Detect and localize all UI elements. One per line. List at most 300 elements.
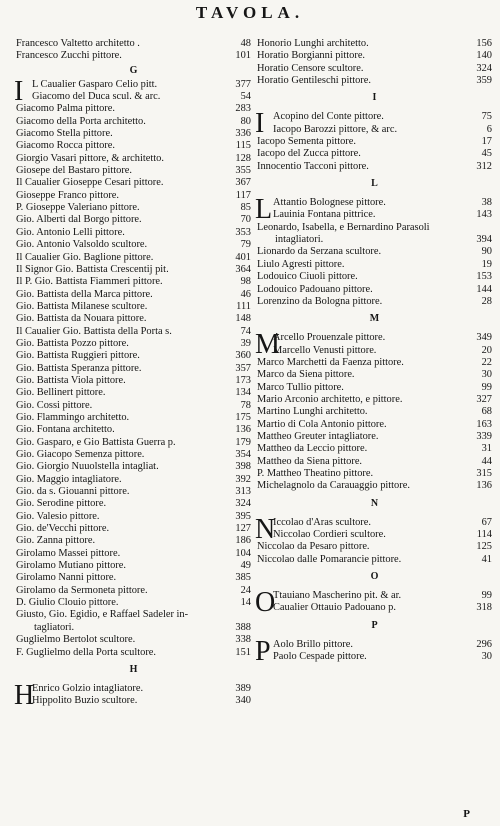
index-entry bbox=[16, 695, 251, 707]
entry-page-number: 85 bbox=[240, 202, 251, 214]
index-entry bbox=[16, 91, 251, 103]
entry-page-number: 101 bbox=[235, 50, 251, 62]
index-entry bbox=[16, 647, 251, 659]
entry-name: Francesco Zucchi pittore. bbox=[16, 50, 122, 62]
entry-page-number: 360 bbox=[235, 350, 251, 362]
letter-heading-h: H bbox=[129, 663, 138, 675]
entry-name: Gio. Bellinert pittore. bbox=[16, 387, 106, 399]
letter-heading-m: M bbox=[369, 313, 380, 325]
entry-page-number: 354 bbox=[235, 449, 251, 460]
entry-page-number: 163 bbox=[476, 418, 492, 430]
entry-page-number: 115 bbox=[235, 140, 251, 152]
index-entry bbox=[16, 301, 251, 313]
section-p bbox=[255, 635, 492, 667]
entry-name: Gio. Alberti dal Borgo pittore. bbox=[16, 214, 142, 226]
entry-name: Innocentio Tacconi pittore. bbox=[257, 160, 369, 172]
drop-cap-p: P bbox=[255, 635, 271, 667]
index-entry bbox=[257, 357, 492, 369]
drop-cap-h: H bbox=[14, 679, 35, 711]
index-entry bbox=[16, 264, 251, 276]
index-entry bbox=[16, 252, 251, 264]
index-entry bbox=[257, 161, 492, 173]
index-entry bbox=[257, 394, 492, 406]
entry-page-number: 144 bbox=[476, 283, 492, 295]
entry-name: Giorgio Vasari pittore, & architetto. bbox=[16, 152, 164, 164]
entry-page-number: 75 bbox=[481, 111, 492, 123]
entry-page-number: 151 bbox=[235, 646, 251, 658]
entry-name: Gio. Gasparo, e Gio Battista Guerra p. bbox=[16, 436, 176, 448]
entry-page-number: 324 bbox=[235, 498, 251, 510]
entry-page-number: 30 bbox=[481, 651, 492, 663]
entry-page-number: 45 bbox=[481, 148, 492, 160]
entry-name: Martino Lunghi architetto. bbox=[257, 406, 368, 418]
entry-page-number: 398 bbox=[235, 461, 251, 473]
index-entry bbox=[16, 103, 251, 115]
entry-name: L Caualier Gasparo Celio pitt. bbox=[32, 78, 158, 90]
drop-cap-g: I bbox=[14, 75, 24, 107]
index-entry bbox=[16, 511, 251, 523]
index-entry bbox=[16, 50, 251, 62]
index-entry bbox=[257, 50, 492, 62]
entry-name: Gio. Battista Milanese scultore. bbox=[16, 300, 148, 312]
right-top-entries bbox=[257, 38, 492, 87]
index-entry bbox=[257, 111, 492, 123]
entry-name: Girolamo Mutiano pittore. bbox=[16, 560, 126, 572]
index-entry bbox=[16, 190, 251, 202]
entry-name: Marco Tullio pittore. bbox=[257, 381, 344, 393]
index-entry bbox=[16, 523, 251, 535]
entry-page-number: 44 bbox=[481, 455, 492, 467]
entry-page-number: 385 bbox=[235, 572, 251, 584]
index-entry bbox=[16, 239, 251, 251]
entry-page-number: 134 bbox=[235, 387, 251, 399]
index-entry bbox=[16, 165, 251, 177]
index-entry bbox=[257, 209, 492, 221]
i-entries bbox=[255, 108, 492, 173]
index-entry bbox=[257, 541, 492, 553]
index-entry bbox=[16, 683, 251, 695]
entry-name: Caualier Ottauio Padouano p. bbox=[273, 602, 396, 614]
index-entry bbox=[16, 38, 251, 50]
entry-page-number: 394 bbox=[476, 234, 492, 246]
entry-page-number: 125 bbox=[476, 541, 492, 553]
index-entry bbox=[16, 79, 251, 91]
entry-name: Martio di Cola Antonio pittore. bbox=[257, 418, 387, 430]
index-entry bbox=[16, 375, 251, 387]
index-entry bbox=[257, 296, 492, 308]
section-n bbox=[255, 513, 492, 566]
entry-name: Gio. Battista Pozzo pittore. bbox=[16, 337, 129, 349]
entry-page-number: 30 bbox=[481, 369, 492, 381]
entry-name: P. Mattheo Theatino pittore. bbox=[257, 467, 374, 479]
entry-name: Gio. Battista Ruggieri pittore. bbox=[16, 350, 140, 362]
entry-page-number: 24 bbox=[240, 584, 251, 596]
entry-name: Francesco Valtetto architetto . bbox=[16, 38, 140, 49]
entry-page-number: 156 bbox=[476, 38, 492, 49]
entry-page-number: 401 bbox=[235, 251, 251, 263]
entry-name: Gio. Zanna pittore. bbox=[16, 535, 96, 547]
index-entry bbox=[16, 313, 251, 325]
entry-page-number: 367 bbox=[235, 177, 251, 189]
entry-name: F. Guglielmo della Porta scultore. bbox=[16, 646, 156, 658]
entry-name: Niccolao Cordieri scultore. bbox=[273, 529, 386, 540]
entry-name: Michelagnolo da Carauaggio pittore. bbox=[257, 480, 410, 492]
index-entry bbox=[257, 124, 492, 136]
index-entry bbox=[16, 548, 251, 560]
index-entry bbox=[16, 449, 251, 461]
index-entry bbox=[257, 382, 492, 394]
section-g bbox=[14, 75, 251, 659]
entry-name: Horatio Borgianni pittore. bbox=[257, 50, 366, 62]
entry-page-number: 127 bbox=[235, 523, 251, 535]
entry-page-number: 136 bbox=[476, 480, 492, 492]
index-entry bbox=[16, 585, 251, 597]
letter-heading-o: O bbox=[370, 571, 379, 583]
entry-name: Gio. Maggio intagliatore. bbox=[16, 473, 122, 485]
index-entry bbox=[257, 136, 492, 148]
entry-name: Gio. Battista Viola pittore. bbox=[16, 374, 126, 386]
entry-name: Girolamo Nanni pittore. bbox=[16, 572, 117, 584]
entry-name: Enrico Golzio intagliatore. bbox=[32, 682, 144, 694]
section-l bbox=[255, 194, 492, 308]
letter-heading-n: N bbox=[370, 497, 379, 509]
entry-name: P. Gioseppe Valeriano pittore. bbox=[16, 202, 140, 214]
index-entry bbox=[16, 128, 251, 140]
section-m bbox=[255, 329, 492, 492]
entry-name: Giacomo del Duca scul. & arc. bbox=[32, 91, 161, 103]
entry-page-number: 48 bbox=[240, 38, 251, 49]
entry-name: Liulo Agresti pittore. bbox=[257, 258, 345, 270]
entry-name: Marcello Venusti pittore. bbox=[273, 344, 377, 356]
left-column bbox=[14, 38, 251, 711]
entry-name: Ttauiano Mascherino pit. & ar. bbox=[273, 590, 402, 602]
entry-name: Paolo Cespade pittore. bbox=[273, 651, 367, 663]
entry-page-number: 70 bbox=[240, 214, 251, 226]
index-entry bbox=[16, 597, 251, 609]
entry-name: Lorenzino da Bologna pittore. bbox=[257, 295, 383, 307]
index-entry bbox=[16, 177, 251, 189]
index-entry bbox=[16, 535, 251, 547]
entry-name: Girolamo Massei pittore. bbox=[16, 547, 121, 559]
entry-page-number: 327 bbox=[476, 393, 492, 405]
entry-page-number: 395 bbox=[235, 510, 251, 522]
entry-page-number: 99 bbox=[481, 590, 492, 602]
entry-name: Gio. da s. Giouanni pittore. bbox=[16, 486, 130, 498]
entry-name: Lionardo da Serzana scultore. bbox=[257, 246, 382, 258]
index-entry bbox=[257, 554, 492, 566]
index-entry bbox=[16, 437, 251, 449]
entry-name: Gio. Cossi pittore. bbox=[16, 399, 93, 411]
entry-name: tagliatori. bbox=[34, 621, 75, 633]
index-entry bbox=[16, 622, 251, 634]
index-entry bbox=[257, 480, 492, 492]
entry-page-number: 78 bbox=[240, 399, 251, 411]
m-entries bbox=[255, 329, 492, 492]
entry-page-number: 175 bbox=[235, 411, 251, 423]
index-entry bbox=[257, 419, 492, 431]
index-entry bbox=[257, 468, 492, 480]
drop-cap-i: I bbox=[255, 108, 265, 140]
index-entry bbox=[16, 486, 251, 498]
entry-page-number: 340 bbox=[235, 695, 251, 707]
entry-name: D. Giulio Clouio pittore. bbox=[16, 597, 119, 609]
index-entry bbox=[257, 271, 492, 283]
entry-page-number: 49 bbox=[240, 560, 251, 572]
entry-page-number: 283 bbox=[235, 103, 251, 115]
index-entry bbox=[257, 369, 492, 381]
entry-page-number: 111 bbox=[236, 300, 251, 312]
index-entry bbox=[16, 461, 251, 473]
index-entry bbox=[16, 400, 251, 412]
index-entry bbox=[16, 634, 251, 646]
entry-page-number: 296 bbox=[476, 638, 492, 650]
o-entries bbox=[255, 587, 492, 619]
g-entries bbox=[14, 75, 251, 659]
entry-page-number: 54 bbox=[240, 91, 251, 103]
entry-page-number: 313 bbox=[235, 486, 251, 498]
entry-page-number: 31 bbox=[481, 443, 492, 455]
entry-name: Giacomo Palma pittore. bbox=[16, 103, 115, 115]
entry-name: Aolo Brillo pittore. bbox=[273, 638, 353, 650]
entry-page-number: 324 bbox=[476, 62, 492, 74]
entry-name: Mario Arconio architetto, e pittore. bbox=[257, 393, 403, 405]
index-entry bbox=[16, 140, 251, 152]
entry-page-number: 377 bbox=[235, 78, 251, 90]
entry-name: Guglielmo Bertolot scultore. bbox=[16, 634, 136, 646]
entry-page-number: 355 bbox=[235, 165, 251, 177]
entry-page-number: 41 bbox=[481, 553, 492, 565]
entry-page-number: 28 bbox=[481, 295, 492, 307]
entry-name: Lauinia Fontana pittrice. bbox=[273, 209, 376, 221]
entry-page-number: 136 bbox=[235, 424, 251, 436]
entry-page-number: 99 bbox=[481, 381, 492, 393]
letter-heading-g: G bbox=[129, 64, 138, 76]
entry-name: Iacopo Barozzi pittore, & arc. bbox=[273, 123, 398, 135]
drop-cap-o: O bbox=[255, 587, 276, 619]
entry-name: Arcello Prouenzale pittore. bbox=[273, 332, 386, 344]
index-entry bbox=[257, 332, 492, 344]
entry-page-number: 143 bbox=[476, 209, 492, 221]
entry-name: Iacopo del Zucca pittore. bbox=[257, 148, 361, 160]
index-entry bbox=[257, 148, 492, 160]
index-entry bbox=[16, 276, 251, 288]
entry-page-number: 67 bbox=[481, 516, 492, 528]
index-entry bbox=[257, 222, 492, 234]
index-entry bbox=[16, 412, 251, 424]
entry-page-number: 46 bbox=[240, 288, 251, 300]
index-entry bbox=[257, 38, 492, 50]
entry-name: Hippolito Buzio scultore. bbox=[32, 695, 138, 707]
entry-page-number: 117 bbox=[235, 189, 251, 201]
entry-name: Niccolao dalle Pomarancie pittore. bbox=[257, 553, 402, 565]
index-entry bbox=[16, 214, 251, 226]
entry-page-number: 19 bbox=[481, 258, 492, 270]
entry-name: Gioseppe Franco pittore. bbox=[16, 189, 120, 201]
entry-page-number: 74 bbox=[240, 325, 251, 337]
index-entry bbox=[16, 363, 251, 375]
entry-page-number: 128 bbox=[235, 152, 251, 164]
index-entry bbox=[16, 424, 251, 436]
index-entry bbox=[257, 246, 492, 258]
entry-name: Giusto, Gio. Egidio, e Raffael Sadeler in- bbox=[16, 609, 189, 621]
entry-page-number: 140 bbox=[476, 50, 492, 62]
entry-name: Marco da Siena pittore. bbox=[257, 369, 355, 381]
entry-name: Il Caualier Gioseppe Cesari pittore. bbox=[16, 177, 164, 189]
drop-cap-l: L bbox=[255, 194, 273, 226]
index-entry bbox=[257, 345, 492, 357]
entry-page-number: 114 bbox=[476, 529, 492, 540]
entry-name: Gio. Valesio pittore. bbox=[16, 510, 100, 522]
entry-name: intagliatori. bbox=[275, 234, 324, 246]
entry-name: Gio. Battista della Marca pittore. bbox=[16, 288, 153, 300]
entry-name: Mattheo Greuter intagliatore. bbox=[257, 430, 379, 442]
entry-name: Marco Marchetti da Faenza pittore. bbox=[257, 356, 404, 368]
n-entries bbox=[255, 513, 492, 566]
index-entry bbox=[16, 387, 251, 399]
entry-name: Gio. de'Vecchi pittore. bbox=[16, 523, 110, 535]
index-entry bbox=[257, 63, 492, 75]
entry-name: Lodouico Ciuoli pittore. bbox=[257, 271, 358, 283]
page-title: TAVOLA. bbox=[195, 3, 305, 22]
entry-page-number: 20 bbox=[481, 344, 492, 356]
letter-heading-l: L bbox=[371, 178, 378, 190]
entry-name: Iccolao d'Aras scultore. bbox=[273, 516, 371, 528]
entry-name: Gio. Giorgio Nuuolstella intagliat. bbox=[16, 461, 159, 473]
index-entry bbox=[16, 338, 251, 350]
entry-name: Giacomo Stella pittore. bbox=[16, 128, 113, 140]
right-column bbox=[255, 38, 492, 667]
index-entry bbox=[257, 75, 492, 87]
entry-name: Gio. Battista Speranza pittore. bbox=[16, 362, 142, 374]
entry-name: Girolamo da Sermoneta pittore. bbox=[16, 584, 148, 596]
index-entry bbox=[257, 431, 492, 443]
entry-name: Gio. Antonio Lelli pittore. bbox=[16, 226, 125, 238]
p-entries bbox=[255, 635, 492, 667]
catchword: P bbox=[463, 808, 470, 820]
entry-page-number: 353 bbox=[235, 226, 251, 238]
entry-name: Gio. Serodine pittore. bbox=[16, 498, 107, 510]
entry-name: Il Caualier Gio. Battista della Porta s. bbox=[16, 325, 172, 337]
entry-page-number: 349 bbox=[476, 332, 492, 344]
letter-heading-i: I bbox=[372, 92, 377, 104]
entry-page-number: 17 bbox=[481, 136, 492, 148]
entry-page-number: 339 bbox=[476, 430, 492, 442]
index-entry bbox=[16, 227, 251, 239]
index-entry bbox=[16, 116, 251, 128]
index-entry bbox=[257, 602, 492, 614]
entry-name: Acopino del Conte pittore. bbox=[273, 111, 384, 123]
entry-name: Honorio Lunghi architetto. bbox=[257, 38, 369, 49]
index-entry bbox=[257, 234, 492, 246]
index-entry bbox=[16, 498, 251, 510]
index-entry bbox=[16, 572, 251, 584]
section-h bbox=[14, 679, 251, 711]
entry-name: Mattheo da Leccio pittore. bbox=[257, 443, 368, 455]
index-entry bbox=[257, 443, 492, 455]
entry-page-number: 38 bbox=[481, 197, 492, 209]
index-entry bbox=[257, 529, 492, 541]
entry-page-number: 338 bbox=[235, 634, 251, 646]
entry-name: Il Caualier Gio. Baglione pittore. bbox=[16, 251, 154, 263]
entry-page-number: 68 bbox=[481, 406, 492, 418]
index-entry bbox=[257, 456, 492, 468]
entry-page-number: 22 bbox=[481, 356, 492, 368]
index-entry bbox=[16, 202, 251, 214]
l-entries bbox=[255, 194, 492, 308]
entry-page-number: 318 bbox=[476, 602, 492, 614]
index-entry bbox=[16, 350, 251, 362]
entry-page-number: 179 bbox=[235, 436, 251, 448]
index-entry bbox=[16, 326, 251, 338]
entry-page-number: 39 bbox=[240, 337, 251, 349]
index-entry bbox=[257, 590, 492, 602]
entry-page-number: 90 bbox=[481, 246, 492, 258]
entry-name: Mattheo da Siena pittore. bbox=[257, 455, 363, 467]
entry-name: Attantio Bolognese pittore. bbox=[273, 197, 386, 209]
index-entry bbox=[257, 639, 492, 651]
entry-page-number: 173 bbox=[235, 374, 251, 386]
entry-name: Lodouico Padouano pittore. bbox=[257, 283, 373, 295]
entry-page-number: 312 bbox=[476, 160, 492, 172]
section-i bbox=[255, 108, 492, 173]
entry-name: Gio. Giacopo Semenza pittore. bbox=[16, 449, 145, 460]
entry-name: Gio. Antonio Valsoldo scultore. bbox=[16, 239, 148, 251]
entry-name: Giacomo Rocca pittore. bbox=[16, 140, 115, 152]
entry-page-number: 79 bbox=[240, 239, 251, 251]
entry-name: Horatio Censore scultore. bbox=[257, 62, 364, 74]
entry-name: Iacopo Sementa pittore. bbox=[257, 136, 356, 148]
entry-page-number: 80 bbox=[240, 115, 251, 127]
entry-name: Il P. Gio. Battista Fiammeri pittore. bbox=[16, 276, 163, 288]
entry-name: Niccolao da Pesaro pittore. bbox=[257, 541, 370, 553]
entry-name: Gio. Fontana architetto. bbox=[16, 424, 115, 436]
letter-heading-p: P bbox=[371, 619, 378, 631]
entry-page-number: 364 bbox=[235, 263, 251, 275]
entry-page-number: 336 bbox=[235, 128, 251, 140]
entry-name: Gio. Flammingo architetto. bbox=[16, 411, 130, 423]
entry-page-number: 392 bbox=[235, 473, 251, 485]
entry-name: Giacomo della Porta architetto. bbox=[16, 115, 146, 127]
entry-page-number: 14 bbox=[240, 597, 251, 609]
entry-page-number: 153 bbox=[476, 271, 492, 283]
entry-page-number: 359 bbox=[476, 75, 492, 87]
drop-cap-m: M bbox=[255, 329, 280, 361]
left-top-entries bbox=[16, 38, 251, 63]
index-entry bbox=[257, 651, 492, 663]
index-entry bbox=[16, 560, 251, 572]
index-entry bbox=[16, 153, 251, 165]
index-entry bbox=[257, 284, 492, 296]
index-entry bbox=[16, 609, 251, 621]
entry-name: Il Signor Gio. Battista Crescentij pit. bbox=[16, 263, 169, 275]
entry-page-number: 98 bbox=[240, 276, 251, 288]
entry-page-number: 357 bbox=[235, 362, 251, 374]
index-entry bbox=[257, 517, 492, 529]
index-entry bbox=[16, 289, 251, 301]
entry-page-number: 389 bbox=[235, 682, 251, 694]
entry-page-number: 186 bbox=[235, 535, 251, 547]
drop-cap-n: N bbox=[255, 513, 276, 545]
entry-name: Gio. Battista da Nouara pittore. bbox=[16, 313, 147, 325]
index-entry bbox=[257, 197, 492, 209]
entry-page-number: 6 bbox=[486, 123, 492, 135]
section-o bbox=[255, 587, 492, 619]
entry-page-number: 104 bbox=[235, 547, 251, 559]
entry-page-number: 315 bbox=[476, 467, 492, 479]
entry-name: Leonardo, Isabella, e Bernardino Parasoli bbox=[257, 221, 430, 233]
index-entry bbox=[257, 259, 492, 271]
entry-name: Horatio Gentileschi pittore. bbox=[257, 75, 371, 87]
